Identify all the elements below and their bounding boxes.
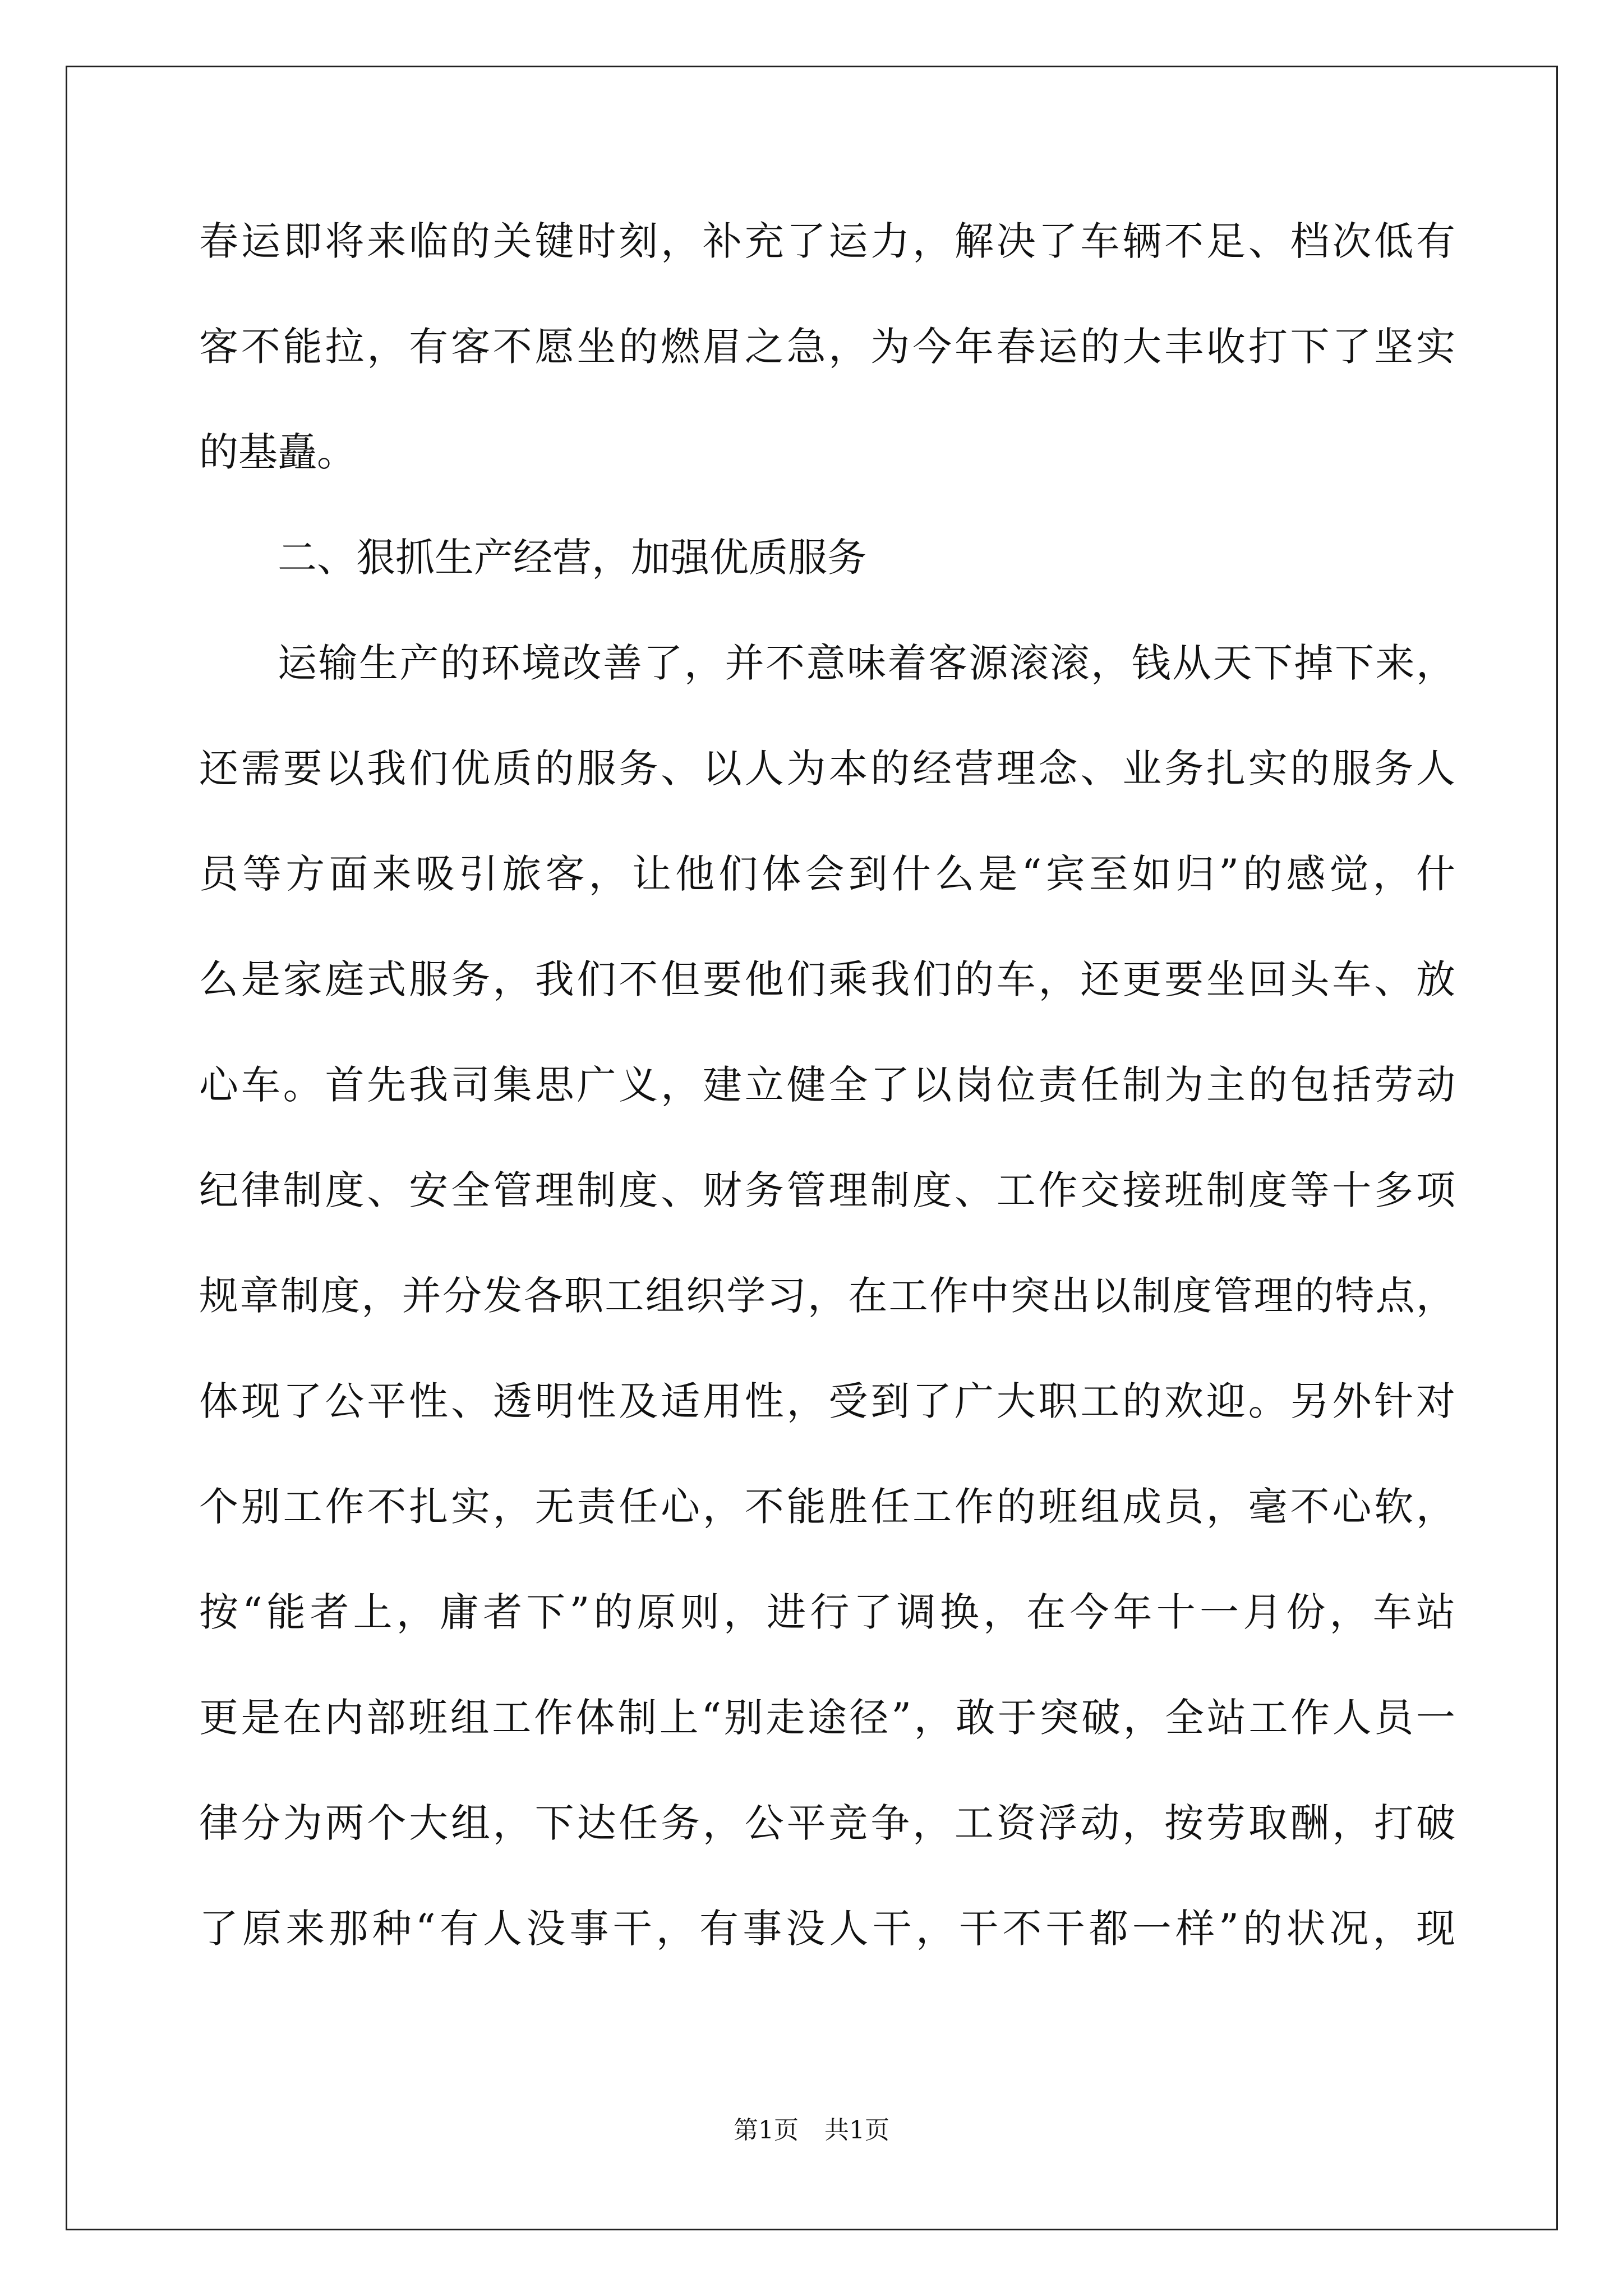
- text-line: 律分为两个大组，下达任务，公平竞争，工资浮动，按劳取酬，打破: [199, 1800, 1455, 1846]
- text-line: 按“能者上，庸者下”的原则，进行了调换，在今年十一月份，车站: [199, 1589, 1455, 1635]
- text-line: 纪律制度、安全管理制度、财务管理制度、工作交接班制度等十多项: [199, 1167, 1455, 1213]
- section-heading: 二、狠抓生产经营，加强优质服务: [278, 535, 866, 581]
- text-line: 规章制度，并分发各职工组织学习，在工作中突出以制度管理的特点，: [199, 1273, 1455, 1319]
- text-line: 运输生产的环境改善了，并不意味着客源滚滚，钱从天下掉下来，: [278, 640, 1455, 686]
- text-line: 更是在内部班组工作体制上“别走途径”，敢于突破，全站工作人员一: [199, 1695, 1455, 1741]
- text-line: 么是家庭式服务，我们不但要他们乘我们的车，还更要坐回头车、放: [199, 956, 1455, 1002]
- text-line: 客不能拉，有客不愿坐的燃眉之急，为今年春运的大丰收打下了坚实: [199, 324, 1455, 370]
- text-line: 还需要以我们优质的服务、以人为本的经营理念、业务扎实的服务人: [199, 746, 1455, 792]
- page-footer: [0, 2114, 1623, 2147]
- text-line: 的基矗。: [199, 429, 356, 475]
- document-body: [199, 213, 1455, 2006]
- text-line: 员等方面来吸引旅客，让他们体会到什么是“宾至如归”的感觉，什: [199, 851, 1455, 897]
- text-line: 春运即将来临的关键时刻，补充了运力，解决了车辆不足、档次低有: [199, 218, 1455, 264]
- page-total: 共1页: [824, 2116, 889, 2145]
- page-number: 第1页: [734, 2116, 799, 2145]
- text-line: 心车。首先我司集思广义，建立健全了以岗位责任制为主的包括劳动: [199, 1062, 1455, 1108]
- text-line: 了原来那种“有人没事干，有事没人干，干不干都一样”的状况，现: [199, 1906, 1455, 1952]
- text-line: 个别工作不扎实，无责任心，不能胜任工作的班组成员，毫不心软，: [199, 1484, 1455, 1530]
- text-line: 体现了公平性、透明性及适用性，受到了广大职工的欢迎。另外针对: [199, 1378, 1455, 1424]
